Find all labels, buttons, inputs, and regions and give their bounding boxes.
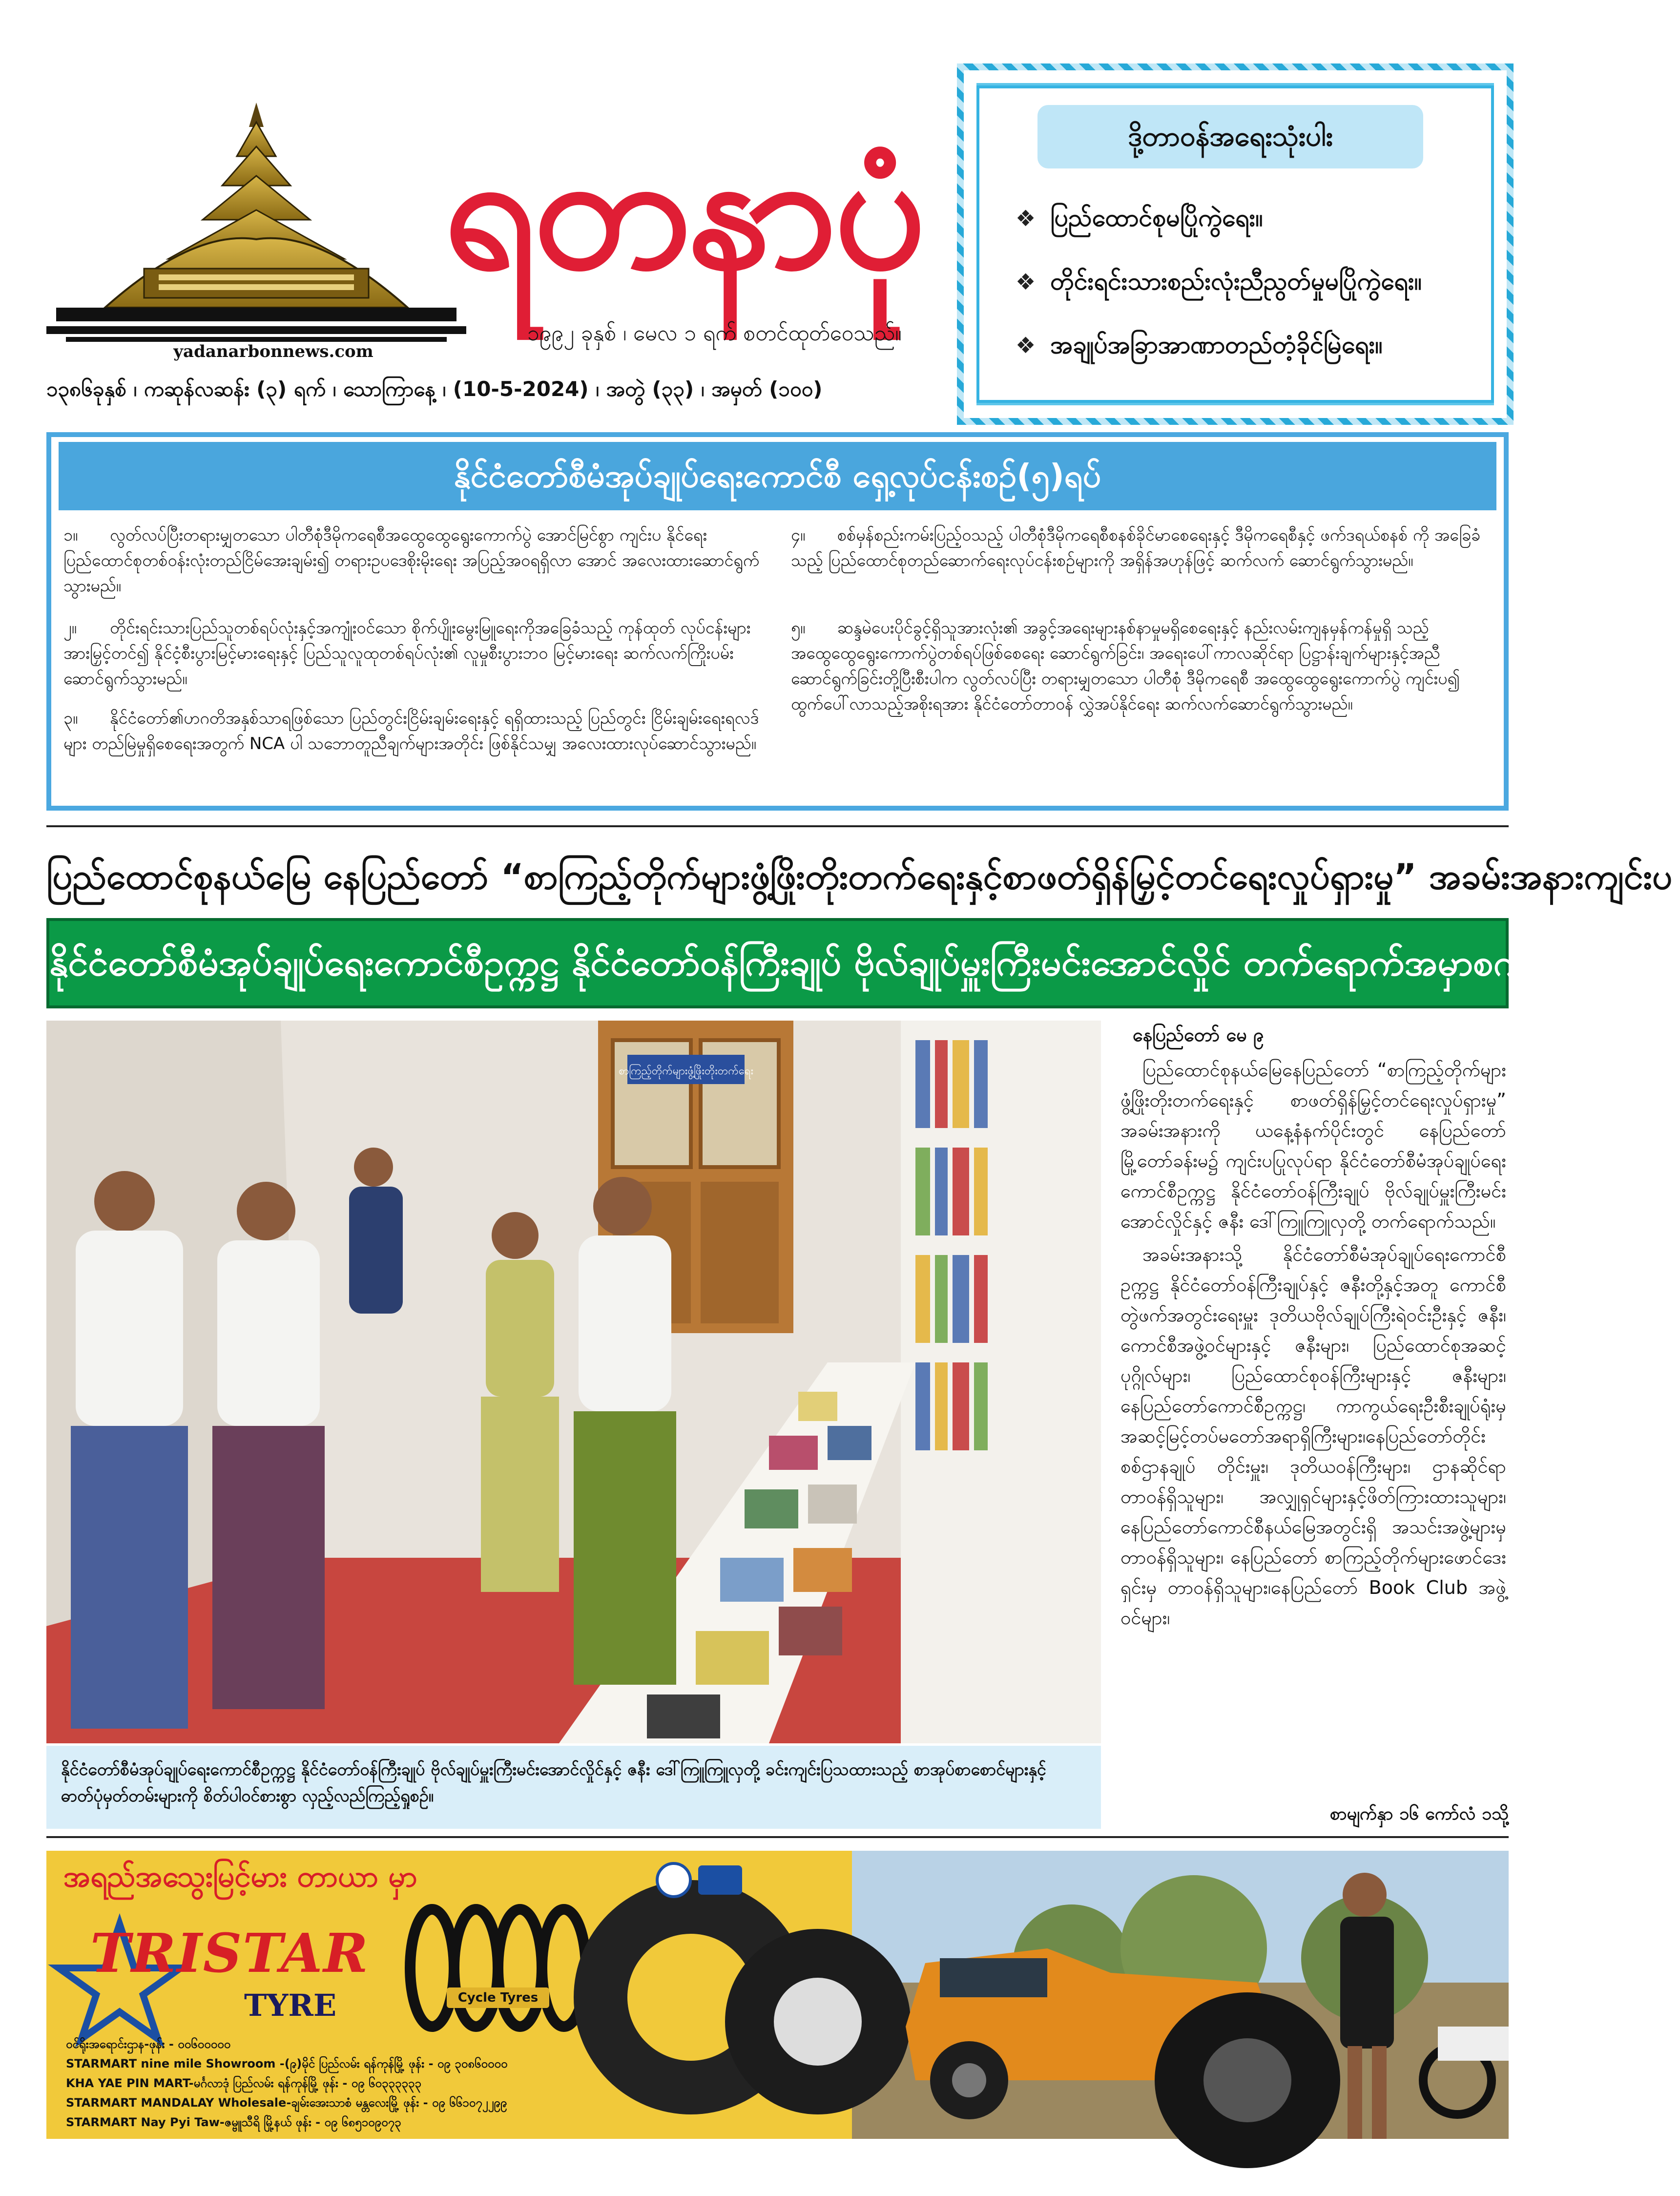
- divider: [46, 825, 1509, 827]
- objective-item: ၃။ နိုင်ငံတော်၏ဟဂတိအနှစ်သာရဖြစ်သော ပြည်တွင်းငြိမ်းချမ်းရေးနှင့် ရရှိထားသည့် ပြည်တွင်း ငြိမ်းချမ်းရေးရလဒ်များ တည်မြဲမှုရှိစေရေးအတွက် NCA ပါ သဘောတူညီချက်များအတိုင်း ဖြစ်နိုင်သမျှ အလေးထားလုပ်ဆောင်သွားမည်။: [63, 709, 759, 753]
- ad-tagline: အရည်အသွေးမြင့်မား တာယာ မှာ: [63, 1860, 417, 1894]
- ad-address-line: KHA YAE PIN MART-မင်္ဂလာဒုံ ပြည်လမ်း ရန်ကုန်မြို့ ဖုန်း - ၀၉ ၆၀၃၃၃၃၃၃: [66, 2076, 422, 2090]
- palace-logo: [46, 93, 466, 366]
- article-dateline: နေပြည်တော် မေ ၉: [1133, 1024, 1264, 1046]
- objectives-title: နိုင်ငံတော်စီမံအုပ်ချုပ်ရေးကောင်စီ ရှေ့လုပ်ငန်းစဉ်(၅)ရပ်: [59, 442, 1496, 510]
- founded-line: ၁၉၉၂ ခုနှစ် ၊ မေလ ၁ ရက် စတင်ထုတ်ဝေသည်။: [527, 321, 902, 346]
- event-banner-text: စာကြည့်တိုက်များဖွံ့ဖြိုးတိုးတက်ရေး: [618, 1065, 754, 1077]
- site-url[interactable]: yadanarbonnews.com: [173, 342, 373, 361]
- objective-item: ၅။ ဆန္ဒမဲပေးပိုင်ခွင့်ရှိသူအားလုံး၏ အခွင့်အရေးများနစ်နာမှုမရှိစေရေးနှင့် နည်းလမ်းကျနမှန်ကန်မှုရှိ သည့် အထွေထွေရွေးကောက်ပွဲတစ်ရပ်ဖြစ်စေရေး ဆောင်ရွက်ခြင်း၊ အရေးပေါ်ကာလဆိုင်ရာ ပြဋ္ဌာန်းချက်များနှင့်အညီ ဆောင်ရွက်ခြင်းတို့ပြီးစီးပါက လွတ်လပ်ပြီး တရားမျှတသော ပါတီစုံ ဒီမိုကရေစီ အထွေထွေရွေးကောက်ပွဲ ကျင်းပ၍ ထွက်ပေါ်လာသည့်အစိုးရအား နိုင်ငံတော်တာဝန် လွှဲအပ်နိုင်ရေး ဆက်လက်ဆောင်ရွက်သွားမည်။: [791, 618, 1460, 714]
- ad-address-line: STARMART Nay Pyi Taw-ဇမ္ဗူသီရိ မြို့နယ် ဖုန်း - ၀၉ ၆၈၅၁၀၉၀၇၃: [66, 2115, 401, 2129]
- event-photo-illustration: [46, 1021, 1101, 1743]
- ad-brand-sub: TYRE: [244, 1987, 337, 2023]
- diamond-bullet-icon: ❖: [1016, 269, 1036, 295]
- event-photo: [46, 1021, 1101, 1743]
- ad-address-line: STARMART nine mile Showroom -(၉)မိုင် ပြည်လမ်း ရန်ကုန်မြို့ ဖုန်း - ၀၉ ၃၀၈၆၀၀၀၀: [66, 2057, 508, 2071]
- diamond-bullet-icon: ❖: [1016, 332, 1036, 358]
- objective-item: ၄။ စစ်မှန်စည်းကမ်းပြည့်ဝသည့် ပါတီစုံဒီမိုကရေစီစနစ်ခိုင်မာစေရေးနှင့် ဒီမိုကရေစီနှင့် ဖက်ဒရယ်စနစ် ကို အခြေခံသည့် ပြည်ထောင်စုတည်ဆောက်ရေးလုပ်ငန်းစဉ်များကို အရှိန်အဟုန်ဖြင့် ဆက်လက် ဆောင်ရွက်သွားမည်။: [791, 525, 1481, 570]
- article-paragraph: အခမ်းအနားသို့ နိုင်ငံတော်စီမံအုပ်ချုပ်ရေးကောင်စီဥက္ကဋ္ဌ နိုင်ငံတော်ဝန်ကြီးချုပ်နှင့် ဇနီးတို့နှင့်အတူ ကောင်စီတွဲဖက်အတွင်းရေးမှူး ဒုတိယဗိုလ်ချုပ်ကြီးရဲဝင်းဦးနှင့် ဇနီး၊ ကောင်စီအဖွဲ့ဝင်များနှင့် ဇနီးများ၊ ပြည်ထောင်စုအဆင့်ပုဂ္ဂိုလ်များ၊ ပြည်ထောင်စုဝန်ကြီးများနှင့် ဇနီးများ၊နေပြည်တော်ကောင်စီဥက္ကဋ္ဌ၊ ကာကွယ်ရေးဦးစီးချုပ်ရုံးမှ အဆင့်မြင့်တပ်မတော်အရာရှိကြီးများ၊နေပြည်တော်တိုင်းစစ်ဌာနချုပ် တိုင်းမှူး၊ ဒုတိယဝန်ကြီးများ၊ ဌာနဆိုင်ရာတာဝန်ရှိသူများ၊ အလျှုရှင်များနှင့်ဖိတ်ကြားထားသူများ၊ နေပြည်တော်ကောင်စီနယ်မြေအတွင်းရှိ အသင်းအဖွဲ့များမှ တာဝန်ရှိသူများ၊ နေပြည်တော် စာကြည့်တိုက်များဖောင်ဒေးရှင်းမှ တာဝန်ရှိသူများ၊နေပြည်တော် Book Club အဖွဲ့ဝင်များ၊: [1120, 1244, 1506, 1629]
- motto-item: ❖ ပြည်ထောင်စုမပြိုကွဲရေး။: [1016, 204, 1263, 232]
- motto-item: ❖ အချုပ်အခြာအာဏာတည်တံ့ခိုင်မြဲရေး။: [1016, 331, 1383, 359]
- issue-info-line: ၁၃၈၆ခုနှစ် ၊ ကဆုန်လဆန်း (၃) ရက် ၊ သောကြာနေ့ ၊ (10-5-2024) ၊ အတွဲ (၃၃) ၊ အမှတ် (၁၀၀): [46, 377, 823, 401]
- motto-title: ဒို့တာဝန်အရေးသုံးပါး: [1037, 105, 1423, 168]
- diamond-bullet-icon: ❖: [1016, 205, 1036, 231]
- headline-main: နိုင်ငံတော်စီမံအုပ်ချုပ်ရေးကောင်စီဥက္ကဋ္ဌ နိုင်ငံတော်ဝန်ကြီးချုပ် ဗိုလ်ချုပ်မှူးကြီးမင်းအောင်လှိုင် တက်ရောက်အမှာစကားပြောကြား: [46, 918, 1509, 1008]
- headline-kicker: ပြည်ထောင်စုနယ်မြေ နေပြည်တော် “စာကြည့်တိုက်များဖွံ့ဖြိုးတိုးတက်ရေးနှင့်စာဖတ်ရှိန်မြှင့်တင်ရေးလှုပ်ရှားမှု” အခမ်းအနားကျင်းပ: [46, 856, 1672, 897]
- newspaper-title: ရတနာပုံ: [444, 115, 923, 305]
- article-body: [1120, 1055, 1506, 1826]
- article-paragraph: ပြည်ထောင်စုနယ်မြေနေပြည်တော် “စာကြည့်တိုက်များဖွံ့ဖြိုးတိုးတက်ရေးနှင့် စာဖတ်ရှိန်မြှင့်တင်ရေးလှုပ်ရှားမှု” အခမ်းအနားကို ယနေ့နံနက်ပိုင်းတွင် နေပြည်တော် မြို့တော်ခန်းမ၌ ကျင်းပပြုလုပ်ရာ နိုင်ငံတော်စီမံအုပ်ချုပ်ရေးကောင်စီဥက္ကဋ္ဌ နိုင်ငံတော်ဝန်ကြီးချုပ် ဗိုလ်ချုပ်မှူးကြီးမင်းအောင်လှိုင်နှင့် ဇနီး ဒေါ်ကြူကြူလှတို့ တက်ရောက်သည်။: [1120, 1059, 1506, 1232]
- motto-item: ❖ တိုင်းရင်းသားစည်းလုံးညီညွတ်မှုမပြိုကွဲရေး။: [1016, 267, 1422, 295]
- cycle-tyres-label: Cycle Tyres: [447, 1987, 549, 2008]
- photo-caption: နိုင်ငံတော်စီမံအုပ်ချုပ်ရေးကောင်စီဥက္ကဋ္ဌ နိုင်ငံတော်ဝန်ကြီးချုပ် ဗိုလ်ချုပ်မှူးကြီးမင်းအောင်လှိုင်နှင့် ဇနီး ဒေါ်ကြူကြူလှတို့ ခင်းကျင်းပြသထားသည့် စာအုပ်စာစောင်များနှင့် ဓာတ်ပုံမှတ်တမ်းများကို စိတ်ပါဝင်စားစွာ လှည့်လည်ကြည့်ရှုစဉ်။: [46, 1746, 1101, 1829]
- ad-address-line: ဝင်ရိုးအရောင်းဌာန-ဖုန်း - ၀၀၆၀၀၀၀၀: [66, 2037, 231, 2051]
- divider: [46, 1836, 1509, 1838]
- ad-address-line: STARMART MANDALAY Wholesale-ချမ်းအေးသာစံ မန္တလေးမြို့ ဖုန်း - ၀၉ ၆၆၁၀၇၂၂၉၉: [66, 2096, 507, 2110]
- objective-item: ၂။ တိုင်းရင်းသားပြည်သူတစ်ရပ်လုံးနှင့်အကျုံးဝင်သော စိုက်ပျိုးမွေးမြူရေးကိုအခြေခံသည့် ကုန်ထုတ် လုပ်ငန်းများအားမြှင့်တင်၍ နိုင်ငံ့စီးပွားမြင့်မားရေးနှင့် ပြည်သူလူထုတစ်ရပ်လုံး၏ လူမှုစီးပွားဘဝ မြင့်မားရေး ဆက်လက်ကြိုးပမ်းဆောင်ရွက်သွားမည်။: [63, 618, 751, 689]
- continued-on-page[interactable]: စာမျက်နှာ ၁၆ ကော်လံ ၁သို့: [1250, 1802, 1509, 1828]
- objective-item: ၁။ လွတ်လပ်ပြီးတရားမျှတသော ပါတီစုံဒီမိုကရေစီအထွေထွေရွေးကောက်ပွဲ အောင်မြင်စွာ ကျင်းပ နိုင်ရေး ပြည်ထောင်စုတစ်ဝန်းလုံးတည်ငြိမ်အေးချမ်း၍ တရားဥပဒေစိုးမိုးရေး အပြည့်အဝရရှိလာ အောင် အလေးထားဆောင်ရွက်သွားမည်။: [63, 525, 760, 596]
- ad-brand: TRISTAR: [90, 1922, 369, 1985]
